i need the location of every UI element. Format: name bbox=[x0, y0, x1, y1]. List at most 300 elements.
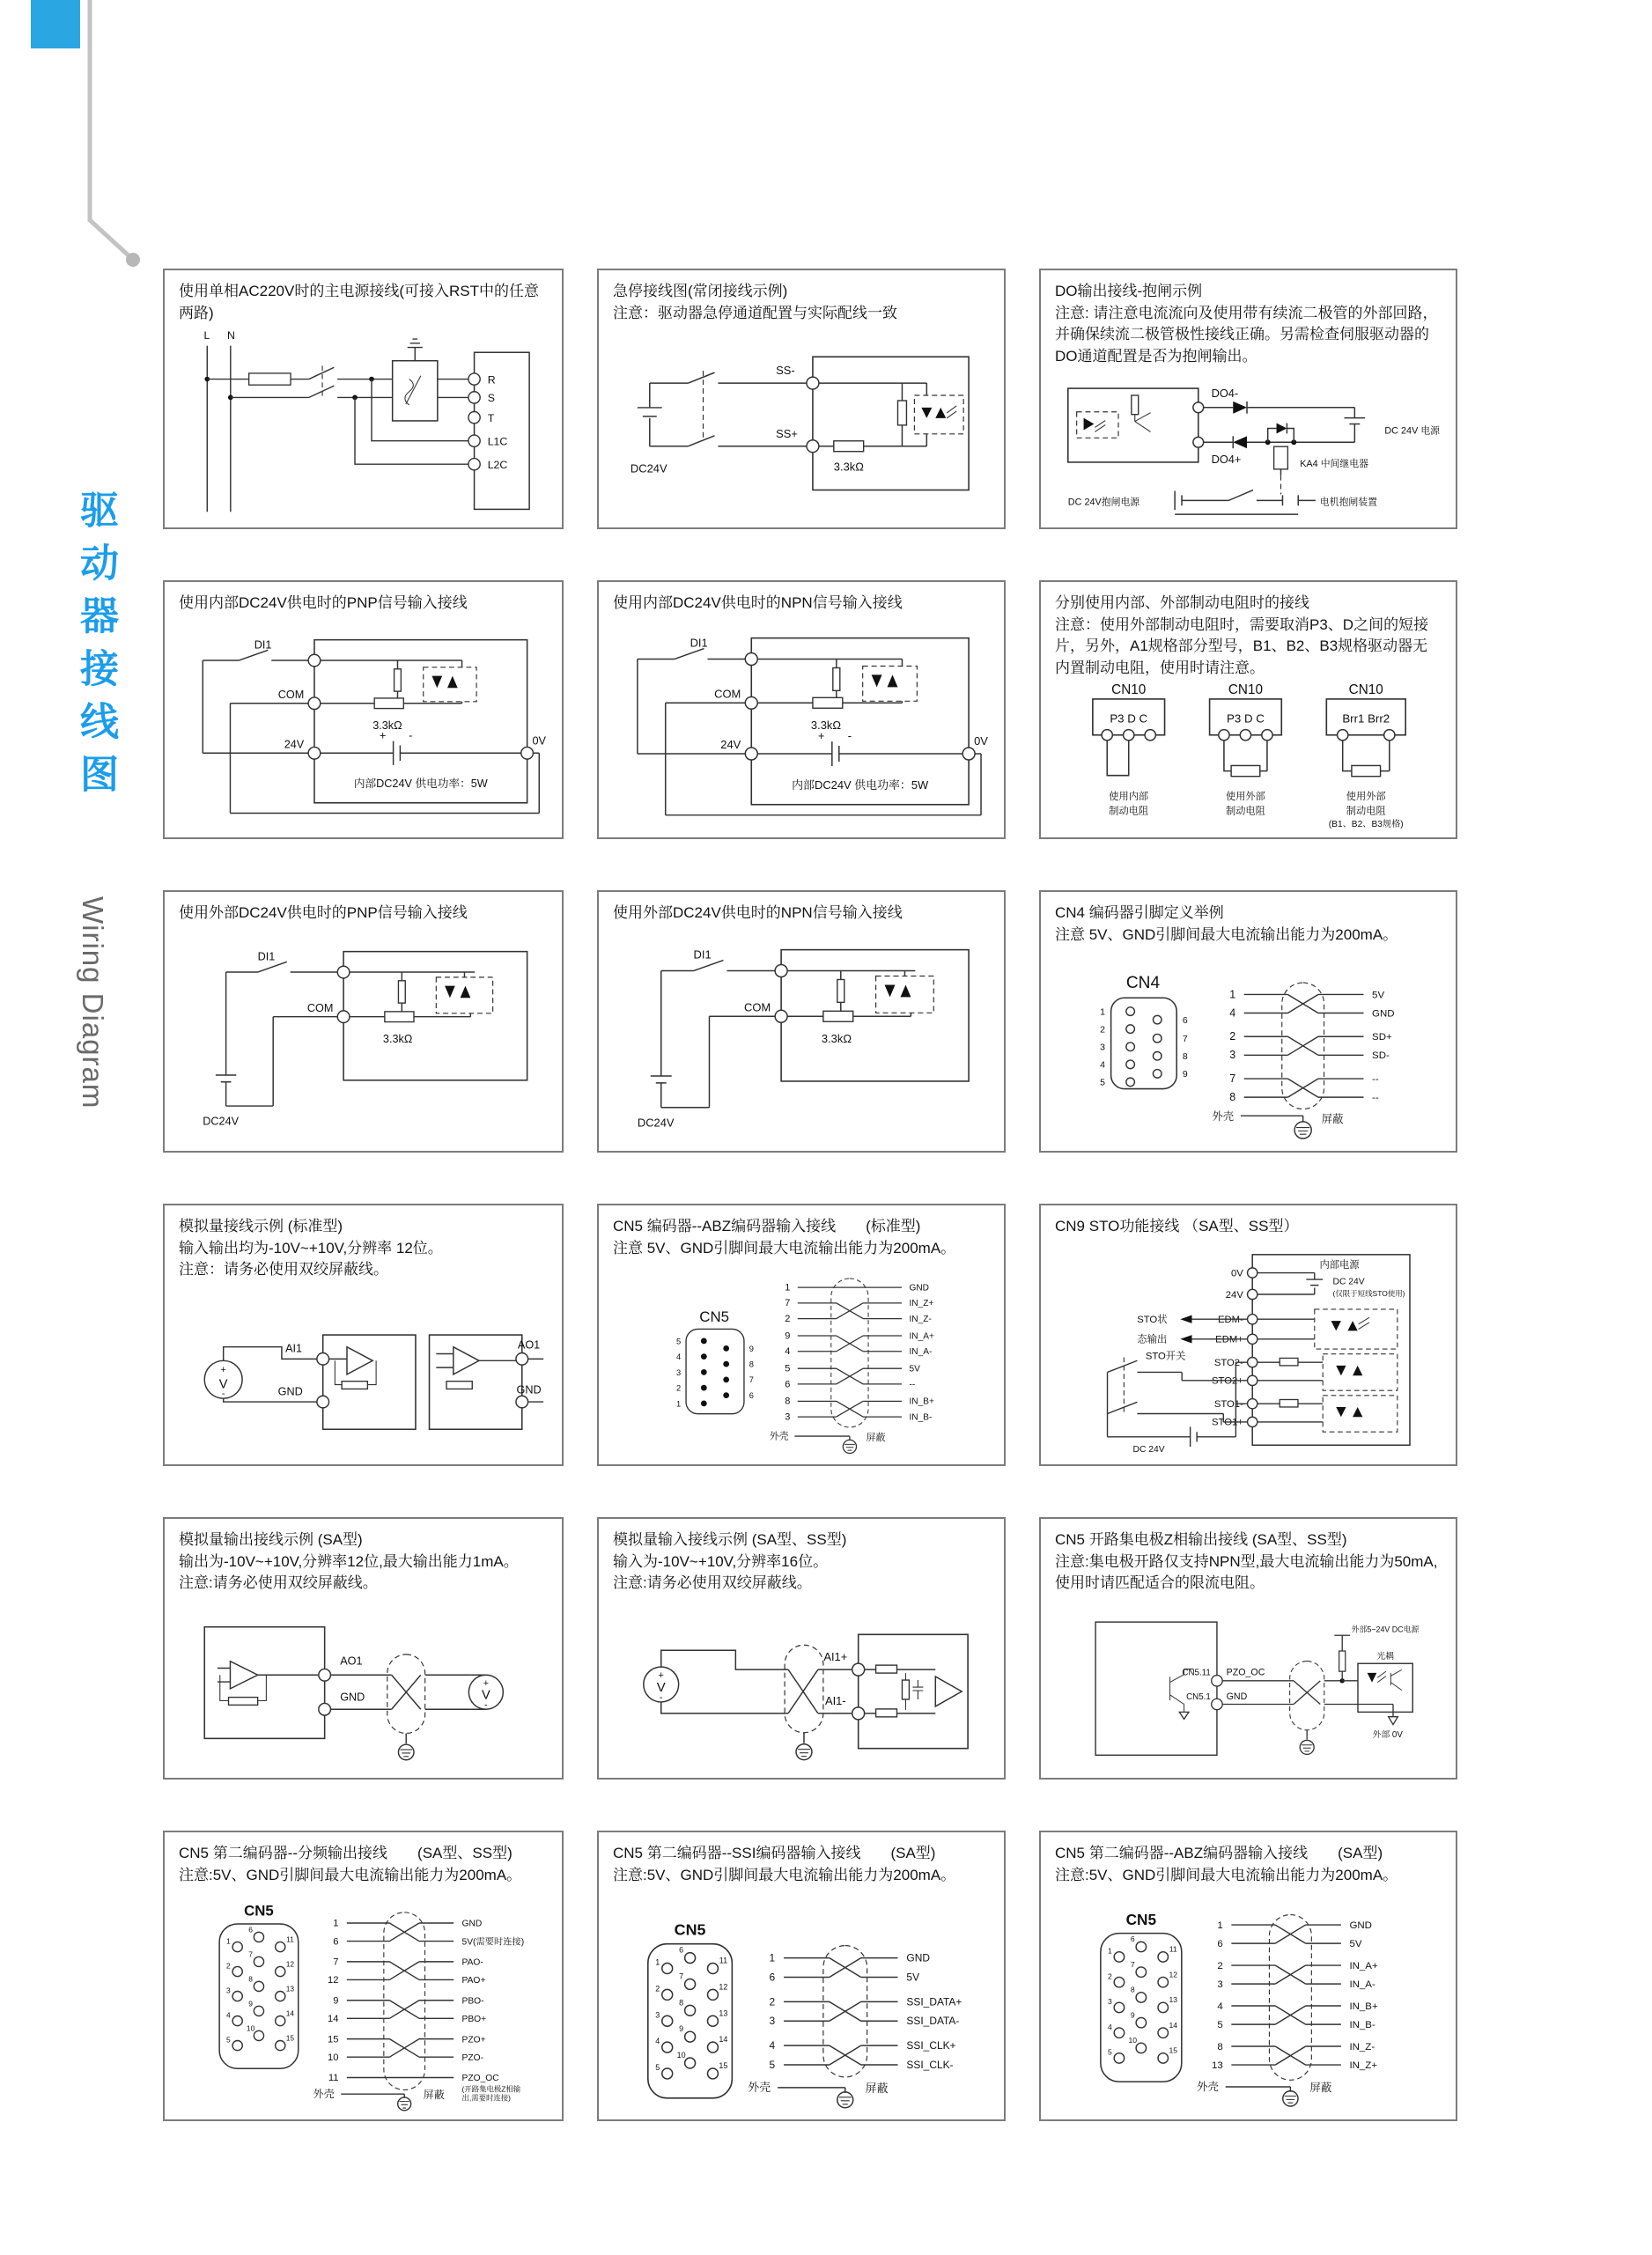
panel-note: 注意：请务必使用双绞屏蔽线。 bbox=[179, 1261, 388, 1279]
pin-num: 8 bbox=[248, 1974, 253, 1984]
noise-filter bbox=[393, 339, 438, 421]
label-ai1-plus: AI1+ bbox=[823, 1650, 848, 1664]
drive-do-stage bbox=[1068, 387, 1242, 466]
panel-title: 模拟量接线示例 (标准型) bbox=[179, 1218, 343, 1234]
label-N: N bbox=[227, 329, 235, 343]
label-0v: 0V bbox=[1231, 1267, 1243, 1279]
pin-num: 12 bbox=[719, 1982, 728, 1992]
pin-num: 4 bbox=[655, 2037, 660, 2046]
db15-connector bbox=[219, 1903, 299, 2069]
relay-circuit bbox=[1204, 401, 1440, 494]
caption-2a: 使用外部 bbox=[1225, 791, 1265, 802]
drive-terminals bbox=[355, 353, 529, 510]
label-sto2-plus: STO2+ bbox=[1211, 1375, 1243, 1387]
pin-num: 11 bbox=[719, 1956, 728, 1965]
pin-num: 8 bbox=[679, 1998, 684, 2008]
label-minus: - bbox=[847, 728, 852, 742]
pin-num: 6 bbox=[1182, 1015, 1188, 1027]
label-minus: - bbox=[659, 1691, 663, 1703]
wire-pin: 6 bbox=[1217, 1939, 1223, 1950]
label-24v: 24V bbox=[1225, 1289, 1243, 1301]
pin-num: 5 bbox=[1108, 2047, 1112, 2057]
panel-emergency-stop bbox=[597, 269, 1006, 529]
wire-label: -- bbox=[1372, 1074, 1379, 1086]
label-gnd: GND bbox=[1226, 1691, 1248, 1703]
wire-pin: 7 bbox=[333, 1957, 339, 1968]
pin-num: 4 bbox=[1100, 1059, 1105, 1071]
label-gnd: GND bbox=[340, 1691, 365, 1704]
wire-label: 5V bbox=[906, 1971, 920, 1984]
label-sto-state-2: 态输出 bbox=[1137, 1334, 1168, 1345]
wire-label: IN_Z- bbox=[909, 1315, 932, 1325]
label-do4-plus: DO4+ bbox=[1211, 452, 1242, 466]
pin-num: 1 bbox=[1108, 1946, 1112, 1956]
pin-num: 14 bbox=[285, 2008, 295, 2018]
pin-num: 1 bbox=[655, 1957, 660, 1967]
pin-num: 6 bbox=[749, 1391, 754, 1401]
analog-input-diagram bbox=[613, 1595, 990, 1771]
wire-pin: 1 bbox=[769, 1951, 776, 1964]
wire-note: (开路集电极Z相输 bbox=[461, 2084, 521, 2094]
label-v: V bbox=[481, 1688, 490, 1703]
wire-pin: 5 bbox=[769, 2059, 776, 2072]
pin-num: 3 bbox=[1108, 1997, 1112, 2007]
wire-pin: 5 bbox=[1217, 2020, 1223, 2031]
panel-title: 使用内部DC24V供电时的PNP信号输入接线 bbox=[179, 594, 468, 611]
caption-3c: (B1、B2、B3规格) bbox=[1328, 819, 1404, 829]
volt-meter bbox=[468, 1675, 503, 1710]
main-power-diagram bbox=[179, 324, 548, 520]
pin-num: 1 bbox=[226, 1936, 231, 1946]
panel-note: 注意:5V、GND引脚间最大电流输出能力为200mA。 bbox=[613, 1866, 956, 1883]
label-L2C: L2C bbox=[487, 459, 508, 472]
panel-analog-standard bbox=[163, 1204, 564, 1466]
pin-num: 14 bbox=[719, 2035, 728, 2045]
pin-num: 14 bbox=[1169, 2021, 1178, 2030]
pin-num: 12 bbox=[285, 1959, 295, 1969]
pin-num: 2 bbox=[655, 1984, 660, 1993]
db9-connector bbox=[1100, 974, 1188, 1089]
label-L: L bbox=[203, 329, 210, 343]
panel-cn5-abz-input-sa bbox=[1039, 1831, 1457, 2121]
wire-label: GND bbox=[1349, 1920, 1372, 1932]
wire-label: IN_B+ bbox=[1349, 2001, 1378, 2013]
corner-accent-square bbox=[31, 0, 80, 48]
shield-ground bbox=[1212, 1110, 1344, 1139]
drive-input-stage bbox=[823, 1634, 968, 1748]
panel-analog-input bbox=[597, 1517, 1006, 1780]
label-dc24v: DC24V bbox=[203, 1115, 240, 1128]
panel-open-collector-z bbox=[1039, 1517, 1457, 1780]
label-com: COM bbox=[277, 688, 305, 701]
drive-box bbox=[714, 637, 988, 804]
label-24v: 24V bbox=[284, 738, 305, 751]
pin-num: 4 bbox=[226, 2010, 231, 2020]
panel-external-npn bbox=[597, 890, 1006, 1153]
pin-num: 11 bbox=[286, 1934, 294, 1944]
label-resistor: 3.3kΩ bbox=[821, 1031, 852, 1045]
output-stage bbox=[430, 1335, 544, 1429]
label-shield: 屏蔽 bbox=[1321, 1113, 1344, 1126]
label-24v: 24V bbox=[720, 737, 741, 751]
wire-pin: 1 bbox=[785, 1282, 791, 1293]
label-di1: DI1 bbox=[257, 950, 276, 963]
wire-pin: 3 bbox=[1229, 1049, 1236, 1062]
cn10-brr bbox=[1326, 682, 1405, 829]
drive-box bbox=[307, 951, 527, 1080]
label-edm-plus: EDM+ bbox=[1215, 1334, 1243, 1345]
caption-1a: 使用内部 bbox=[1109, 791, 1149, 802]
pin-num: 12 bbox=[1169, 1970, 1178, 1979]
pin-num: 8 bbox=[1130, 1985, 1135, 1994]
caption-2b: 制动电阻 bbox=[1225, 806, 1265, 817]
wire-label: 5V(需要时连接) bbox=[461, 1937, 525, 1948]
label-v: V bbox=[218, 1377, 228, 1392]
panel-note: 注意 5V、GND引脚间最大电流输出能力为200mA。 bbox=[613, 1239, 956, 1256]
label-resistor: 3.3kΩ bbox=[372, 719, 402, 732]
label-brr: Brr1 Brr2 bbox=[1342, 711, 1390, 726]
panel-note: 注意：使用外部制动电阻时，需要取消P3、D之间的短接片，另外，A1规格部分型号，B1、B2、B3规格驱动器无内置制动电阻，使用时请注意。 bbox=[1055, 615, 1429, 676]
drive-box bbox=[1095, 1622, 1265, 1755]
battery-dc24v bbox=[631, 383, 667, 475]
pin-num: 9 bbox=[1182, 1069, 1188, 1080]
leader-polyline bbox=[90, 0, 130, 257]
caption-3b: 制动电阻 bbox=[1346, 806, 1386, 817]
panel-title: DO输出接线-抱闸示例 bbox=[1055, 283, 1203, 299]
wire-list bbox=[328, 1912, 524, 2103]
cn5-freq-diagram bbox=[179, 1886, 548, 2112]
open-collector-diagram bbox=[1055, 1595, 1442, 1771]
label-shell: 外壳 bbox=[1197, 2081, 1219, 2094]
label-ss-minus: SS- bbox=[776, 364, 795, 378]
wire-label: GND bbox=[1372, 1008, 1395, 1020]
panel-title: 使用内部DC24V供电时的NPN信号输入接线 bbox=[613, 594, 903, 611]
panel-cn4-encoder bbox=[1039, 890, 1457, 1153]
wire-pin: 2 bbox=[769, 1995, 776, 2008]
shield-ground bbox=[748, 2081, 888, 2108]
panel-title: 急停接线图(常闭接线示例) bbox=[613, 283, 788, 299]
wire-label: IN_Z+ bbox=[1349, 2060, 1378, 2072]
panel-title: 模拟量输入接线示例 (SA型、SS型) bbox=[613, 1531, 847, 1548]
label-dc24v-power: DC 24V 电源 bbox=[1384, 424, 1441, 436]
pin-num: 15 bbox=[1169, 2045, 1178, 2055]
pin-num: 7 bbox=[1182, 1034, 1188, 1045]
panel-title: 分别使用内部、外部制动电阻时的接线 bbox=[1055, 594, 1309, 611]
label-0v: 0V bbox=[532, 734, 546, 748]
panel-cn5-abz-standard bbox=[597, 1204, 1006, 1466]
wire-pin: 15 bbox=[328, 2034, 339, 2045]
input-stage bbox=[278, 1335, 416, 1429]
wire-pin: 8 bbox=[1217, 2042, 1223, 2053]
wire-pin: 8 bbox=[1229, 1091, 1236, 1104]
wire-label: IN_A+ bbox=[909, 1331, 934, 1342]
wire-pin: 6 bbox=[333, 1936, 339, 1948]
label-cn5: CN5 bbox=[244, 1902, 274, 1920]
pin-num: 6 bbox=[679, 1945, 684, 1955]
pin-num: 2 bbox=[1108, 1971, 1112, 1981]
panel-cn5-freq-output bbox=[163, 1831, 564, 2121]
label-shell: 外壳 bbox=[1212, 1110, 1235, 1124]
wire-pin: 1 bbox=[333, 1919, 339, 1930]
label-resistor: 3.3kΩ bbox=[833, 460, 864, 474]
label-shell: 外壳 bbox=[313, 2088, 335, 2101]
pin-num: 9 bbox=[248, 1999, 253, 2008]
drive-box bbox=[278, 639, 547, 802]
wire-label: SD+ bbox=[1372, 1032, 1392, 1043]
wire-pin: 8 bbox=[785, 1396, 791, 1408]
label-cn5-1: CN5.1 bbox=[1186, 1692, 1211, 1703]
leader-dot bbox=[126, 253, 140, 267]
wire-label: GND bbox=[906, 1951, 930, 1964]
label-internal-power: 内部DC24V 供电功率：5W bbox=[353, 777, 488, 790]
label-ext-power: 外部5~24V DC电源 bbox=[1351, 1625, 1420, 1634]
panel-note: 注意:集电极开路仅支持NPN型,最大电流输出能力为50mA,使用时请匹配适合的限流电阻。 bbox=[1055, 1552, 1438, 1592]
label-internal-power: 内部DC24V 供电功率：5W bbox=[792, 777, 929, 792]
panel-title: 使用外部DC24V供电时的PNP信号输入接线 bbox=[179, 904, 468, 921]
label-shield: 屏蔽 bbox=[865, 2082, 889, 2096]
panel-internal-npn bbox=[597, 580, 1006, 839]
wire-pin: 3 bbox=[1217, 1979, 1223, 1991]
wire-pin: 4 bbox=[785, 1346, 791, 1358]
label-shield: 屏蔽 bbox=[423, 2089, 445, 2102]
external-pnp-diagram bbox=[179, 925, 548, 1144]
db9-connector bbox=[676, 1308, 754, 1414]
cn5-abz-std-diagram bbox=[613, 1259, 990, 1457]
wire-pin: 11 bbox=[328, 2073, 339, 2084]
label-cn5: CN5 bbox=[674, 1920, 706, 1939]
label-plus: + bbox=[817, 728, 825, 742]
panel-internal-pnp bbox=[163, 580, 564, 839]
pin-num: 3 bbox=[1100, 1042, 1105, 1053]
label-dc24: DC 24V bbox=[1332, 1277, 1365, 1287]
panel-analog-output bbox=[163, 1517, 564, 1780]
label-ka4-relay: KA4 中间继电器 bbox=[1300, 458, 1368, 469]
pin-num: 13 bbox=[1169, 1995, 1178, 2005]
wire-pin: 7 bbox=[1229, 1072, 1236, 1086]
panel-cn9-sto bbox=[1039, 1204, 1457, 1466]
sidebar-subtitle: Wiring Diagram bbox=[77, 896, 109, 1109]
external-circuit bbox=[1324, 1625, 1420, 1740]
wire-pin: 2 bbox=[1217, 1961, 1223, 1972]
pin-num: 15 bbox=[719, 2061, 728, 2071]
label-ai1: AI1 bbox=[285, 1342, 303, 1355]
cn10-internal bbox=[1093, 682, 1165, 816]
wire-pin: 2 bbox=[785, 1314, 791, 1325]
wire-pin: 14 bbox=[328, 2014, 339, 2025]
label-cn10: CN10 bbox=[1111, 682, 1147, 697]
shield-ground bbox=[1197, 2081, 1332, 2106]
wire-label: PZO- bbox=[461, 2053, 484, 2064]
wire-label: IN_Z+ bbox=[909, 1299, 934, 1309]
label-gnd: GND bbox=[277, 1385, 303, 1398]
wire-pin: 7 bbox=[785, 1298, 791, 1309]
wire-pin: 4 bbox=[1229, 1006, 1236, 1020]
label-sto-switch: STO开关 bbox=[1145, 1351, 1186, 1362]
label-di1: DI1 bbox=[690, 636, 708, 650]
label-brake-device: 电机抱闸装置 bbox=[1319, 496, 1377, 507]
wire-pin: 1 bbox=[1229, 988, 1236, 1001]
wire-pin: 5 bbox=[785, 1363, 791, 1374]
panel-note: 注意:请务必使用双绞屏蔽线。 bbox=[179, 1574, 378, 1592]
supply-lines bbox=[203, 329, 392, 512]
label-shell: 外壳 bbox=[769, 1431, 789, 1442]
panel-title: 模拟量输出接线示例 (SA型) bbox=[179, 1531, 363, 1548]
label-sto1-plus: STO1+ bbox=[1211, 1417, 1243, 1428]
label-plus: + bbox=[483, 1677, 489, 1689]
panel-braking-resistor bbox=[1039, 580, 1457, 839]
pin-num: 7 bbox=[1130, 1960, 1135, 1970]
label-ss-plus: SS+ bbox=[776, 427, 798, 441]
panel-note: 注意：驱动器急停通道配置与实际配线一致 bbox=[613, 304, 897, 321]
label-minus: - bbox=[409, 729, 413, 742]
wire-list bbox=[785, 1279, 934, 1427]
pin-num: 15 bbox=[285, 2033, 295, 2043]
wire-pin: 12 bbox=[328, 1975, 339, 1986]
pin-num: 11 bbox=[1169, 1944, 1177, 1954]
panel-note: 输出为-10V~+10V,分辨率12位,最大输出能力1mA。 bbox=[179, 1552, 519, 1570]
label-do4-minus: DO4- bbox=[1211, 386, 1239, 400]
pin-num: 5 bbox=[655, 2063, 660, 2073]
wire-label: SD- bbox=[1372, 1050, 1390, 1062]
label-shell: 外壳 bbox=[748, 2081, 771, 2095]
wire-label: 5V bbox=[1372, 990, 1385, 1001]
label-di1: DI1 bbox=[693, 947, 712, 962]
label-edm-minus: EDM- bbox=[1218, 1314, 1243, 1325]
pin-num: 3 bbox=[655, 2010, 660, 2020]
panel-note: 注意:5V、GND引脚间最大电流输出能力为200mA。 bbox=[179, 1866, 522, 1883]
label-S: S bbox=[487, 392, 495, 405]
panel-note: 注意:请务必使用双绞屏蔽线。 bbox=[613, 1574, 812, 1592]
pin-num: 4 bbox=[676, 1352, 682, 1362]
wire-label: PZO_OC bbox=[461, 2074, 499, 2084]
pin-num: 9 bbox=[1130, 2010, 1135, 2020]
drive-box bbox=[1212, 1254, 1410, 1444]
wire-label: 5V bbox=[909, 1364, 920, 1374]
wire-pin: 9 bbox=[785, 1330, 791, 1342]
pin-num: 1 bbox=[1100, 1006, 1105, 1018]
label-cn4: CN4 bbox=[1125, 974, 1161, 993]
label-cn5: CN5 bbox=[699, 1308, 730, 1326]
panel-title: CN5 第二编码器--SSI编码器输入接线 (SA型) bbox=[613, 1845, 936, 1861]
caption-3a: 使用外部 bbox=[1346, 791, 1386, 802]
label-plus: + bbox=[220, 1364, 226, 1375]
label-gnd: GND bbox=[516, 1383, 542, 1396]
panel-cn5-ssi-input bbox=[597, 1831, 1006, 2121]
label-sto-state-1: STO状 bbox=[1137, 1314, 1168, 1325]
label-shield: 屏蔽 bbox=[1309, 2082, 1332, 2095]
pin-num: 1 bbox=[676, 1399, 682, 1409]
pin-num: 7 bbox=[749, 1375, 754, 1385]
pin-num: 2 bbox=[226, 1961, 231, 1971]
pin-num: 9 bbox=[749, 1345, 754, 1354]
pin-num: 13 bbox=[285, 1984, 295, 1993]
sidebar-title: 驱动器接线图 bbox=[74, 490, 117, 807]
panel-title: CN5 第二编码器--ABZ编码器输入接线 (SA型) bbox=[1055, 1845, 1383, 1861]
label-minus: - bbox=[484, 1699, 488, 1711]
panel-title: 使用单相AC220V时的主电源接线(可接入RST中的任意两路) bbox=[179, 283, 539, 321]
shield-ground bbox=[770, 1430, 886, 1454]
external-circuit bbox=[203, 950, 337, 1127]
label-p3dc: P3 D C bbox=[1227, 711, 1265, 726]
wire-note: 出,需要时连接) bbox=[461, 2093, 512, 2103]
wire-label: IN_B- bbox=[1349, 2020, 1375, 2031]
label-cn10: CN10 bbox=[1348, 682, 1383, 697]
label-dc24-note: (仅限于短线STO使用) bbox=[1332, 1288, 1405, 1298]
wire-pin: 2 bbox=[1229, 1030, 1236, 1043]
label-minus: - bbox=[221, 1389, 225, 1400]
pin-num: 5 bbox=[676, 1337, 682, 1346]
label-internal-power: 内部电源 bbox=[1319, 1259, 1360, 1271]
wire-pin: 6 bbox=[785, 1379, 791, 1390]
internal-npn-diagram bbox=[613, 615, 990, 830]
wire-label: PAO- bbox=[461, 1957, 483, 1968]
wire-label: GND bbox=[909, 1283, 929, 1293]
wire-label: PBO- bbox=[461, 1996, 484, 2007]
wire-pin: 4 bbox=[769, 2039, 776, 2052]
wire-label: IN_B+ bbox=[909, 1397, 934, 1408]
cn5-ssi-diagram bbox=[613, 1886, 990, 2112]
analog-standard-diagram bbox=[179, 1281, 548, 1457]
label-com: COM bbox=[306, 1001, 334, 1014]
label-shield: 屏蔽 bbox=[866, 1433, 886, 1444]
panel-note: 注意 5V、GND引脚间最大电流输出能力为200mA。 bbox=[1055, 925, 1398, 943]
wire-label: -- bbox=[909, 1380, 916, 1390]
external-npn-diagram bbox=[613, 925, 990, 1144]
wire-list bbox=[1212, 1915, 1378, 2081]
label-v: V bbox=[656, 1679, 666, 1695]
wire-pin: 6 bbox=[769, 1971, 776, 1984]
pin-num: 10 bbox=[246, 2023, 255, 2033]
wire-label: PZO+ bbox=[461, 2035, 486, 2045]
cn5-abz-sa-diagram bbox=[1055, 1886, 1442, 2112]
label-plus: + bbox=[380, 729, 387, 742]
caption-1b: 制动电阻 bbox=[1109, 806, 1149, 817]
label-resistor: 3.3kΩ bbox=[810, 718, 842, 732]
leader-line-decoration bbox=[0, 0, 176, 282]
cn10-external bbox=[1210, 682, 1282, 816]
wire-pin: 10 bbox=[328, 2052, 339, 2064]
label-ext-0v: 外部 0V bbox=[1372, 1729, 1403, 1740]
cn4-diagram bbox=[1055, 946, 1442, 1144]
voltage-source bbox=[644, 1650, 788, 1713]
panel-note: 输入为-10V~+10V,分辨率16位。 bbox=[613, 1552, 829, 1570]
wire-pin: 3 bbox=[785, 1411, 791, 1423]
pin-num: 8 bbox=[1182, 1051, 1188, 1063]
label-cn10: CN10 bbox=[1228, 682, 1263, 697]
brake-circuit bbox=[1068, 490, 1377, 514]
wire-list bbox=[1229, 983, 1394, 1109]
wire-label: SSI_CLK- bbox=[906, 2059, 954, 2072]
shield-ground bbox=[313, 2088, 445, 2111]
wire-label: PAO+ bbox=[461, 1976, 486, 1986]
label-pzo-oc: PZO_OC bbox=[1226, 1667, 1265, 1678]
label-0v: 0V bbox=[974, 733, 988, 748]
label-ao1: AO1 bbox=[340, 1654, 363, 1668]
label-brake-power: DC 24V抱闸电源 bbox=[1067, 496, 1140, 507]
pin-num: 8 bbox=[749, 1360, 754, 1369]
label-ao1: AO1 bbox=[517, 1338, 541, 1352]
label-ai1-minus: AI1- bbox=[824, 1693, 846, 1707]
wire-pin: 1 bbox=[1217, 1920, 1223, 1932]
analog-output-diagram bbox=[179, 1595, 548, 1771]
pin-num: 5 bbox=[226, 2035, 231, 2045]
panel-title: CN5 第二编码器--分频输出接线 (SA型、SS型) bbox=[179, 1845, 513, 1861]
pin-num: 4 bbox=[1108, 2023, 1112, 2032]
pin-num: 6 bbox=[1130, 1934, 1135, 1944]
label-opto: 光耦 bbox=[1376, 1651, 1394, 1662]
panel-title: 使用外部DC24V供电时的NPN信号输入接线 bbox=[613, 904, 903, 921]
panel-title: CN9 STO功能接线 （SA型、SS型） bbox=[1055, 1218, 1299, 1234]
